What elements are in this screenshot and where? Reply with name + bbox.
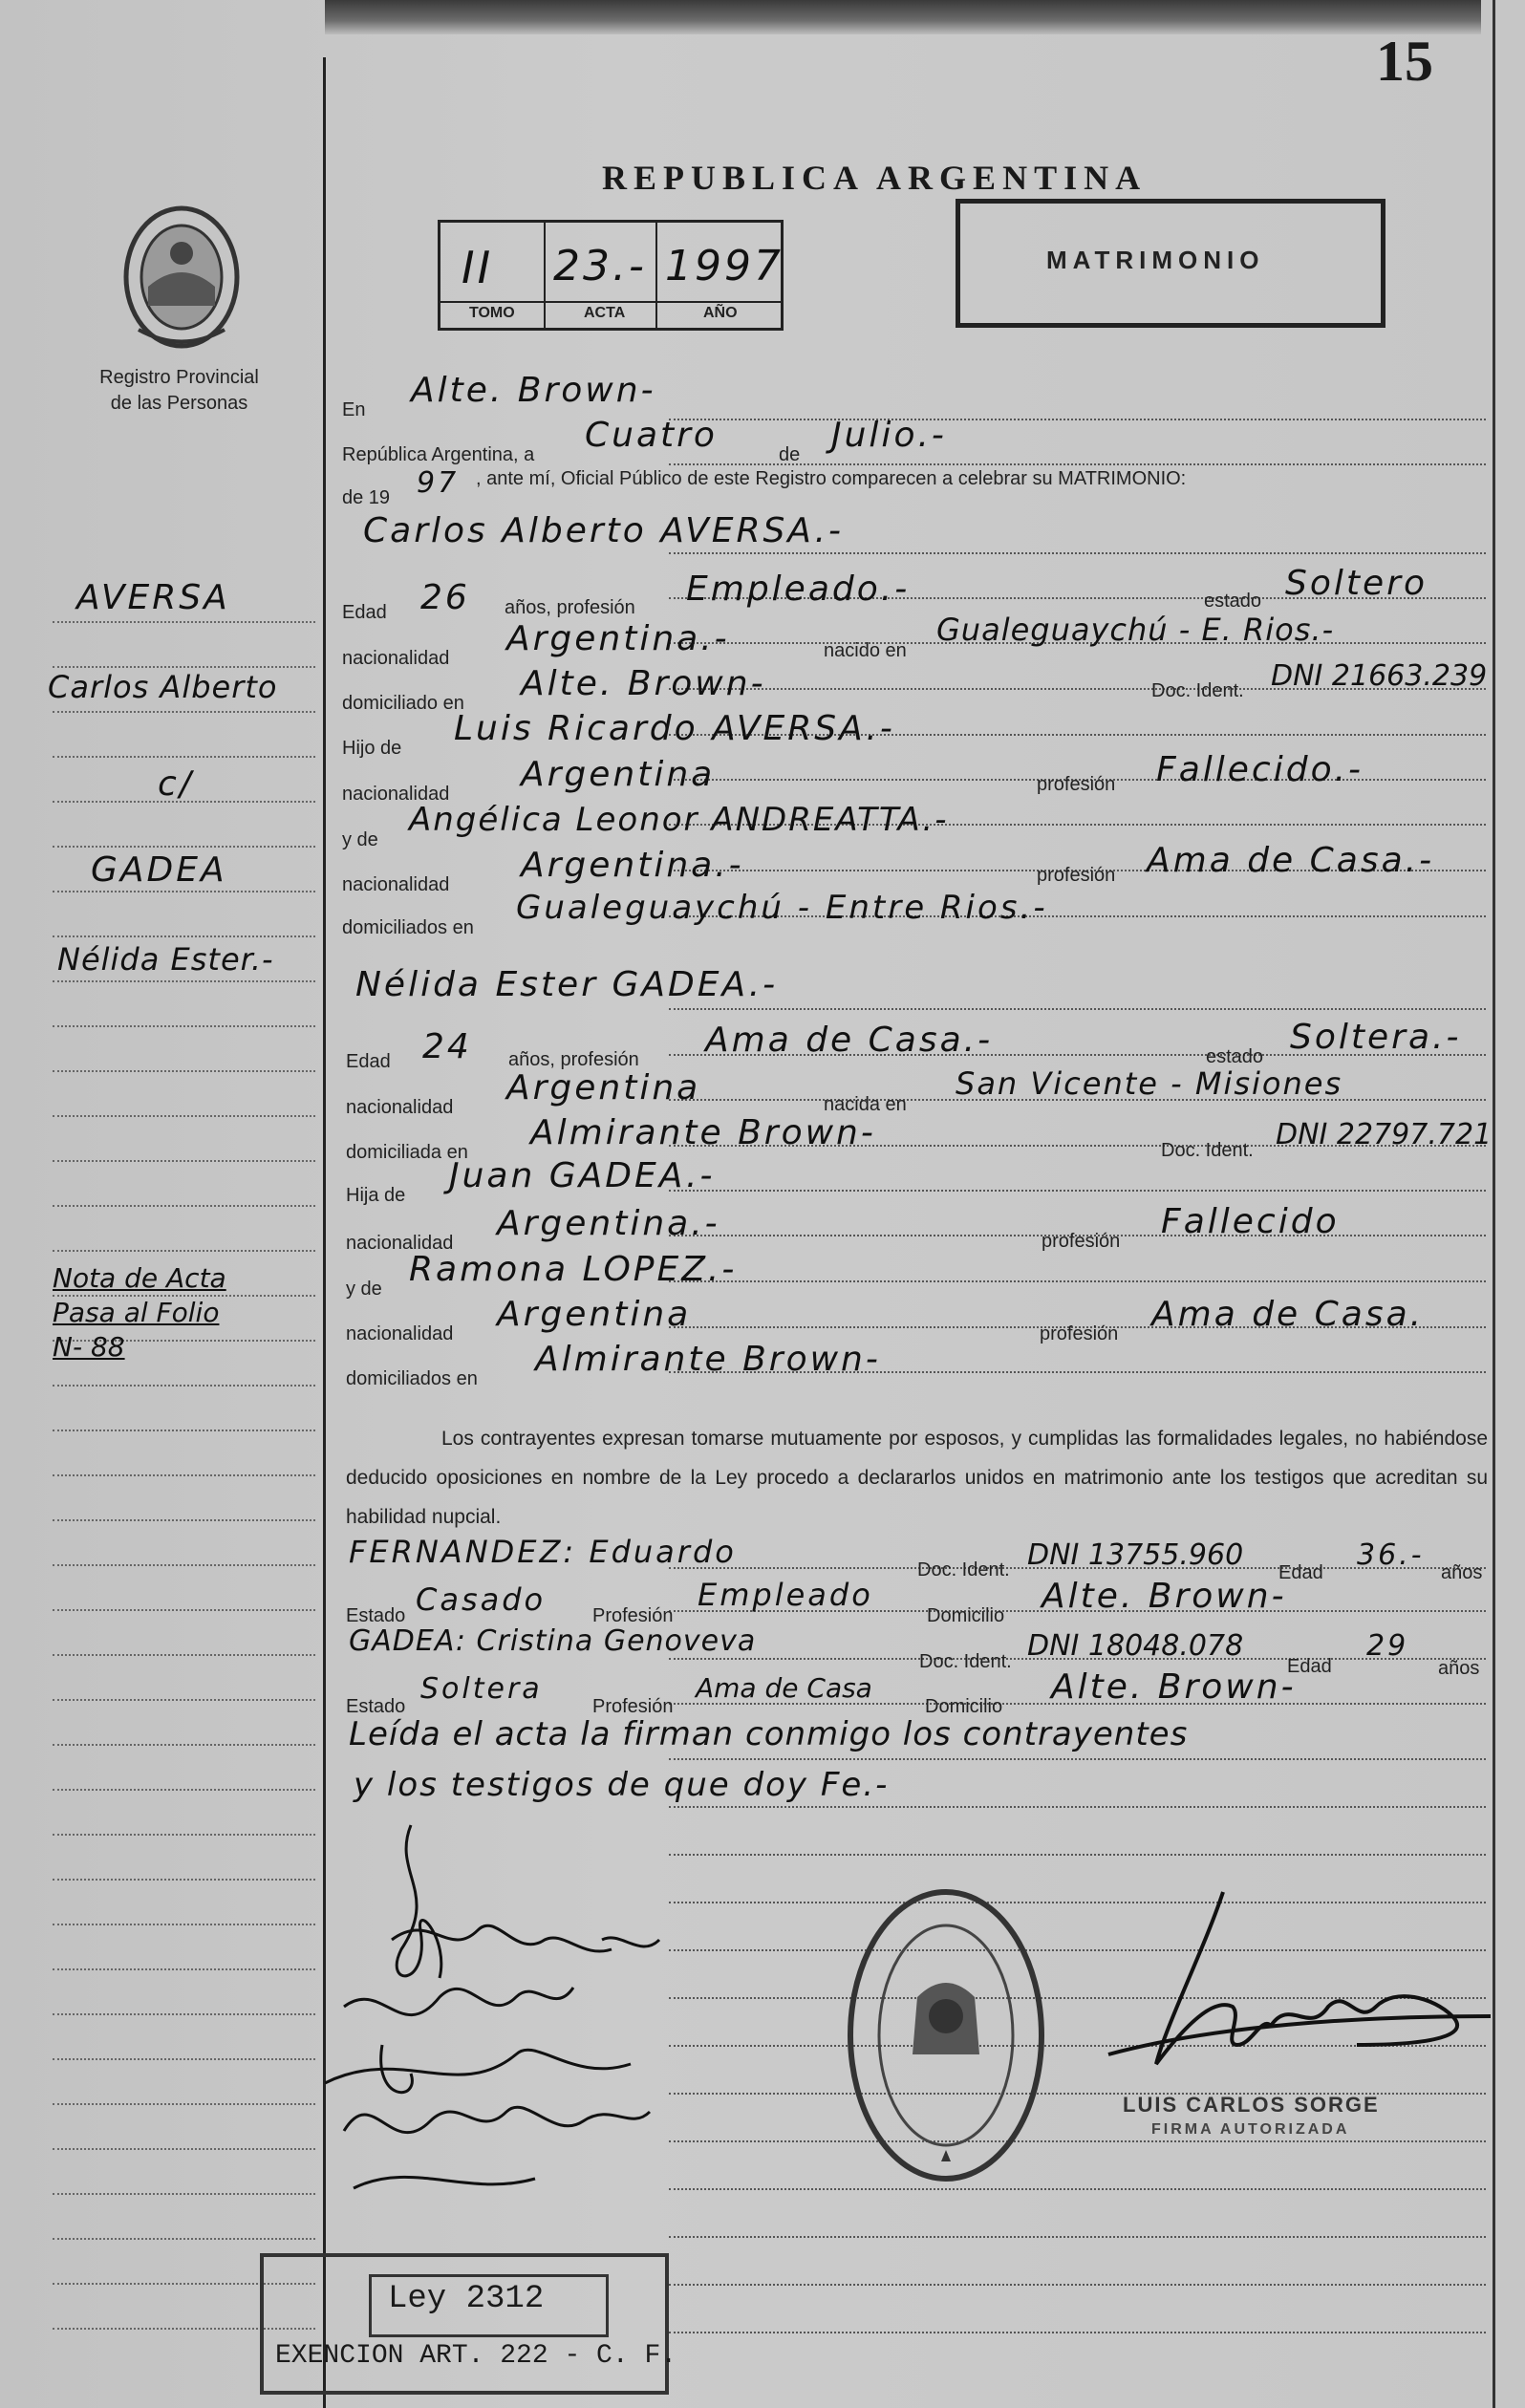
margin-rule-line [53, 756, 315, 758]
official-title: FIRMA AUTORIZADA [1151, 2121, 1350, 2138]
witness2-domicile: Alte. Brown- [1051, 1667, 1297, 1707]
label-estado-w: Estado [346, 1696, 406, 1717]
margin-rule-line [53, 1430, 315, 1431]
groom-father: Luis Ricardo AVERSA.- [454, 709, 895, 748]
margin-surname-bride: GADEA [91, 850, 227, 890]
ano-value: 1997 [665, 242, 784, 290]
scan-edge [325, 0, 1481, 34]
label-doc-ident: Doc. Ident. [917, 1559, 1010, 1580]
label-doc: Doc. Ident. [1151, 680, 1244, 701]
margin-rule-line [53, 1789, 315, 1791]
margin-rule-line [53, 2238, 315, 2240]
body-rule-line [669, 2284, 1486, 2286]
margin-rule-line [53, 1250, 315, 1252]
groom-birthplace: Gualeguaychú - E. Rios.- [936, 612, 1335, 648]
label-edad: Edad [342, 602, 387, 623]
label-domiciliados: domiciliados en [346, 1368, 478, 1389]
margin-rule-line [53, 711, 315, 713]
witness1-age: 36.- [1357, 1538, 1425, 1572]
body-rule-line [669, 1806, 1486, 1808]
margin-rule-line [53, 1385, 315, 1387]
witness2-age: 29 [1366, 1629, 1409, 1663]
label-domiciliado: domiciliado en [342, 693, 464, 714]
label-anos: años [1438, 1658, 1480, 1679]
margin-rule-line [53, 666, 315, 668]
label-edad: Edad [346, 1051, 391, 1072]
margin-rule-line [53, 1564, 315, 1566]
label-nacido-en: nacido en [824, 640, 907, 661]
body-rule-line [669, 1008, 1486, 1010]
acta-value: 23.- [553, 242, 647, 290]
tomo-value: II [462, 242, 494, 293]
label-edad-w: Edad [1278, 1562, 1323, 1583]
label-anos: años [1441, 1562, 1483, 1583]
witness2-name: GADEA: Cristina Genoveva [349, 1624, 757, 1658]
ref-divider [655, 223, 657, 328]
label-profesion-w: Profesión [592, 1696, 674, 1717]
label-estado: estado [1206, 1046, 1264, 1067]
tomo-label: TOMO [469, 305, 515, 321]
type-box [956, 199, 1385, 328]
margin-rule-line [53, 1025, 315, 1027]
bride-name: Nélida Ester GADEA.- [355, 965, 779, 1004]
margin-rule-line [53, 1115, 315, 1117]
label-doc: Doc. Ident. [1161, 1140, 1254, 1161]
label-doc-ident: Doc. Ident. [919, 1651, 1012, 1672]
label-domicilio: Domicilio [927, 1605, 1005, 1626]
provincial-seal-icon [119, 201, 244, 354]
witness1-domicile: Alte. Brown- [1042, 1577, 1287, 1616]
label-ante: , ante mí, Oficial Público de este Registro comparecen a celebrar su MATRIMONIO: [476, 468, 1187, 489]
groom-dni: DNI 21663.239 [1271, 659, 1488, 693]
body-rule-line [669, 2188, 1486, 2190]
label-en: En [342, 399, 366, 420]
groom-parents-domicile: Gualeguaychú - Entre Rios.- [516, 889, 1048, 927]
label-nacida-en: nacida en [824, 1094, 907, 1115]
label-y-de: y de [346, 1279, 382, 1300]
label-profesion: profesión [1037, 774, 1116, 795]
label-y-de: y de [342, 829, 378, 850]
bride-dni: DNI 22797.721 [1276, 1118, 1493, 1151]
declaration-paragraph: Los contrayentes expresan tomarse mutuamente por esposos, y cumplidas las formalidades legales, no habiéndose deducido oposiciones en nombre de la Ley procedo a declararlos unidos en matrimonio ante los testigos que acreditan su habilidad nupcial. [346, 1428, 1488, 1528]
label-estado-w: Estado [346, 1605, 406, 1626]
right-edge-rule [1493, 0, 1495, 2408]
closing-line1: Leída el acta la firman conmigo los contrayentes [349, 1715, 1189, 1753]
label-nacionalidad: nacionalidad [342, 874, 450, 895]
registry-name: Registro Provincial de las Personas [99, 367, 259, 414]
type-label: MATRIMONIO [1046, 246, 1265, 274]
groom-nationality: Argentina.- [506, 619, 730, 658]
label-hija: Hija de [346, 1185, 406, 1206]
margin-given-bride: Nélida Ester.- [57, 941, 274, 978]
margin-conjunction: c/ [158, 764, 194, 804]
witness1-dni: DNI 13755.960 [1027, 1538, 1244, 1572]
act-place: Alte. Brown- [411, 371, 656, 410]
margin-surname-groom: AVERSA [76, 578, 230, 617]
body-rule-line [669, 2140, 1486, 2142]
margin-rule-line [53, 2013, 315, 2015]
witness2-dni: DNI 18048.078 [1027, 1629, 1244, 1663]
bride-parents-domicile: Almirante Brown- [535, 1340, 881, 1379]
act-day: Cuatro [585, 416, 718, 455]
margin-rule-line [53, 1654, 315, 1656]
margin-rule-line [53, 1879, 315, 1881]
body-rule-line [669, 2332, 1486, 2333]
label-nacionalidad: nacionalidad [346, 1233, 454, 1254]
groom-father-profession: Fallecido.- [1156, 750, 1364, 789]
body-rule-line [669, 419, 1486, 420]
body-rule-line [669, 1190, 1486, 1192]
exemption-line1: Ley 2312 [388, 2281, 545, 2317]
margin-rule-line [53, 2148, 315, 2150]
label-nacionalidad: nacionalidad [342, 784, 450, 805]
bride-birthplace: San Vicente - Misiones [956, 1065, 1343, 1102]
margin-given-groom: Carlos Alberto [48, 669, 278, 705]
witness1-status: Casado [416, 1581, 547, 1618]
margin-rule-line [53, 1474, 315, 1476]
witness2-status: Soltera [420, 1672, 543, 1706]
witness1-profession: Empleado [698, 1577, 873, 1613]
label-profesion: profesión [1040, 1323, 1119, 1344]
registry-stamp-icon [841, 1882, 1051, 2188]
contracting-parties-signatures-icon [325, 1796, 726, 2226]
groom-mother-profession: Ama de Casa.- [1147, 841, 1435, 880]
label-estado: estado [1204, 591, 1262, 612]
acta-label: ACTA [584, 305, 626, 321]
margin-rule-line [53, 846, 315, 848]
bride-nationality: Argentina [506, 1068, 701, 1107]
bride-mother-nationality: Argentina [497, 1295, 692, 1334]
margin-rule-line [53, 980, 315, 982]
groom-mother: Angélica Leonor ANDREATTA.- [409, 801, 949, 839]
label-nacionalidad: nacionalidad [346, 1097, 454, 1118]
page-number: 15 [1376, 30, 1433, 93]
label-domiciliada: domiciliada en [346, 1142, 468, 1163]
groom-father-nationality: Argentina [521, 755, 716, 794]
label-nacionalidad: nacionalidad [342, 648, 450, 669]
body-rule-line [669, 1280, 1486, 1282]
label-de19: de 19 [342, 487, 391, 508]
witness2-profession: Ama de Casa [696, 1672, 872, 1704]
ref-divider [544, 223, 546, 328]
label-edad-w: Edad [1287, 1656, 1332, 1677]
act-month: Julio.- [831, 416, 947, 455]
label-de: de [779, 444, 801, 465]
bride-profession: Ama de Casa.- [705, 1021, 994, 1060]
ref-divider [440, 301, 781, 303]
country-heading: REPUBLICA ARGENTINA [602, 159, 1148, 197]
label-hijo: Hijo de [342, 738, 402, 759]
label-domiciliados: domiciliados en [342, 917, 474, 938]
margin-rule-line [53, 1160, 315, 1162]
body-rule-line [669, 1854, 1486, 1856]
label-profesion: profesión [1037, 865, 1116, 886]
margin-rule-line [53, 935, 315, 937]
witness1-name: FERNANDEZ: Eduardo [349, 1534, 737, 1570]
bride-father: Juan GADEA.- [449, 1156, 716, 1195]
label-profesion: profesión [1042, 1231, 1121, 1252]
margin-note: Nota de Acta Pasa al Folio N- 88 [53, 1262, 226, 1363]
margin-rule-line [53, 2058, 315, 2060]
act-year: 97 [417, 466, 460, 500]
groom-status: Soltero [1285, 564, 1428, 603]
exemption-line2: EXENCION ART. 222 - C. F. [275, 2341, 677, 2371]
margin-rule-line [53, 2193, 315, 2195]
exemption-stamp [260, 2253, 677, 2395]
body-rule-line [669, 1758, 1486, 1760]
margin-rule-line [53, 621, 315, 623]
body-rule-line [669, 552, 1486, 554]
label-nacionalidad: nacionalidad [346, 1323, 454, 1344]
margin-rule-line [53, 1834, 315, 1836]
margin-rule-line [53, 1924, 315, 1925]
label-anos-prof: años, profesión [505, 597, 635, 618]
margin-rule-line [53, 891, 315, 892]
margin-rule-line [53, 1744, 315, 1746]
margin-rule-line [53, 2103, 315, 2105]
bride-status: Soltera.- [1290, 1018, 1462, 1057]
margin-rule-line [53, 1609, 315, 1611]
groom-profession: Empleado.- [686, 570, 911, 609]
margin-rule-line [53, 1070, 315, 1072]
groom-age: 26 [420, 578, 470, 617]
bride-mother-profession: Ama de Casa. [1151, 1295, 1425, 1334]
bride-domicile: Almirante Brown- [530, 1113, 876, 1152]
bride-age: 24 [422, 1027, 472, 1066]
margin-rule-line [53, 1205, 315, 1207]
official-name: LUIS CARLOS SORGE [1123, 2093, 1380, 2117]
groom-name: Carlos Alberto AVERSA.- [363, 511, 845, 550]
reference-box [438, 220, 784, 331]
margin-rule-line [53, 1519, 315, 1521]
body-rule-line [669, 2236, 1486, 2238]
label-domicilio: Domicilio [925, 1696, 1003, 1717]
margin-rule-line [53, 1968, 315, 1970]
bride-father-profession: Fallecido [1161, 1202, 1340, 1241]
groom-domicile: Alte. Brown- [521, 664, 766, 703]
label-republica: República Argentina, a [342, 444, 535, 465]
official-signature-icon [1070, 1873, 1491, 2093]
bride-father-nationality: Argentina.- [497, 1204, 720, 1243]
groom-mother-nationality: Argentina.- [521, 846, 744, 885]
label-anos-prof: años, profesión [508, 1049, 639, 1070]
label-profesion-w: Profesión [592, 1605, 674, 1626]
ano-label: AÑO [703, 305, 738, 321]
bride-mother: Ramona LOPEZ.- [409, 1250, 738, 1289]
closing-line2: y los testigos de que doy Fe.- [354, 1766, 890, 1804]
margin-rule-line [53, 1699, 315, 1701]
